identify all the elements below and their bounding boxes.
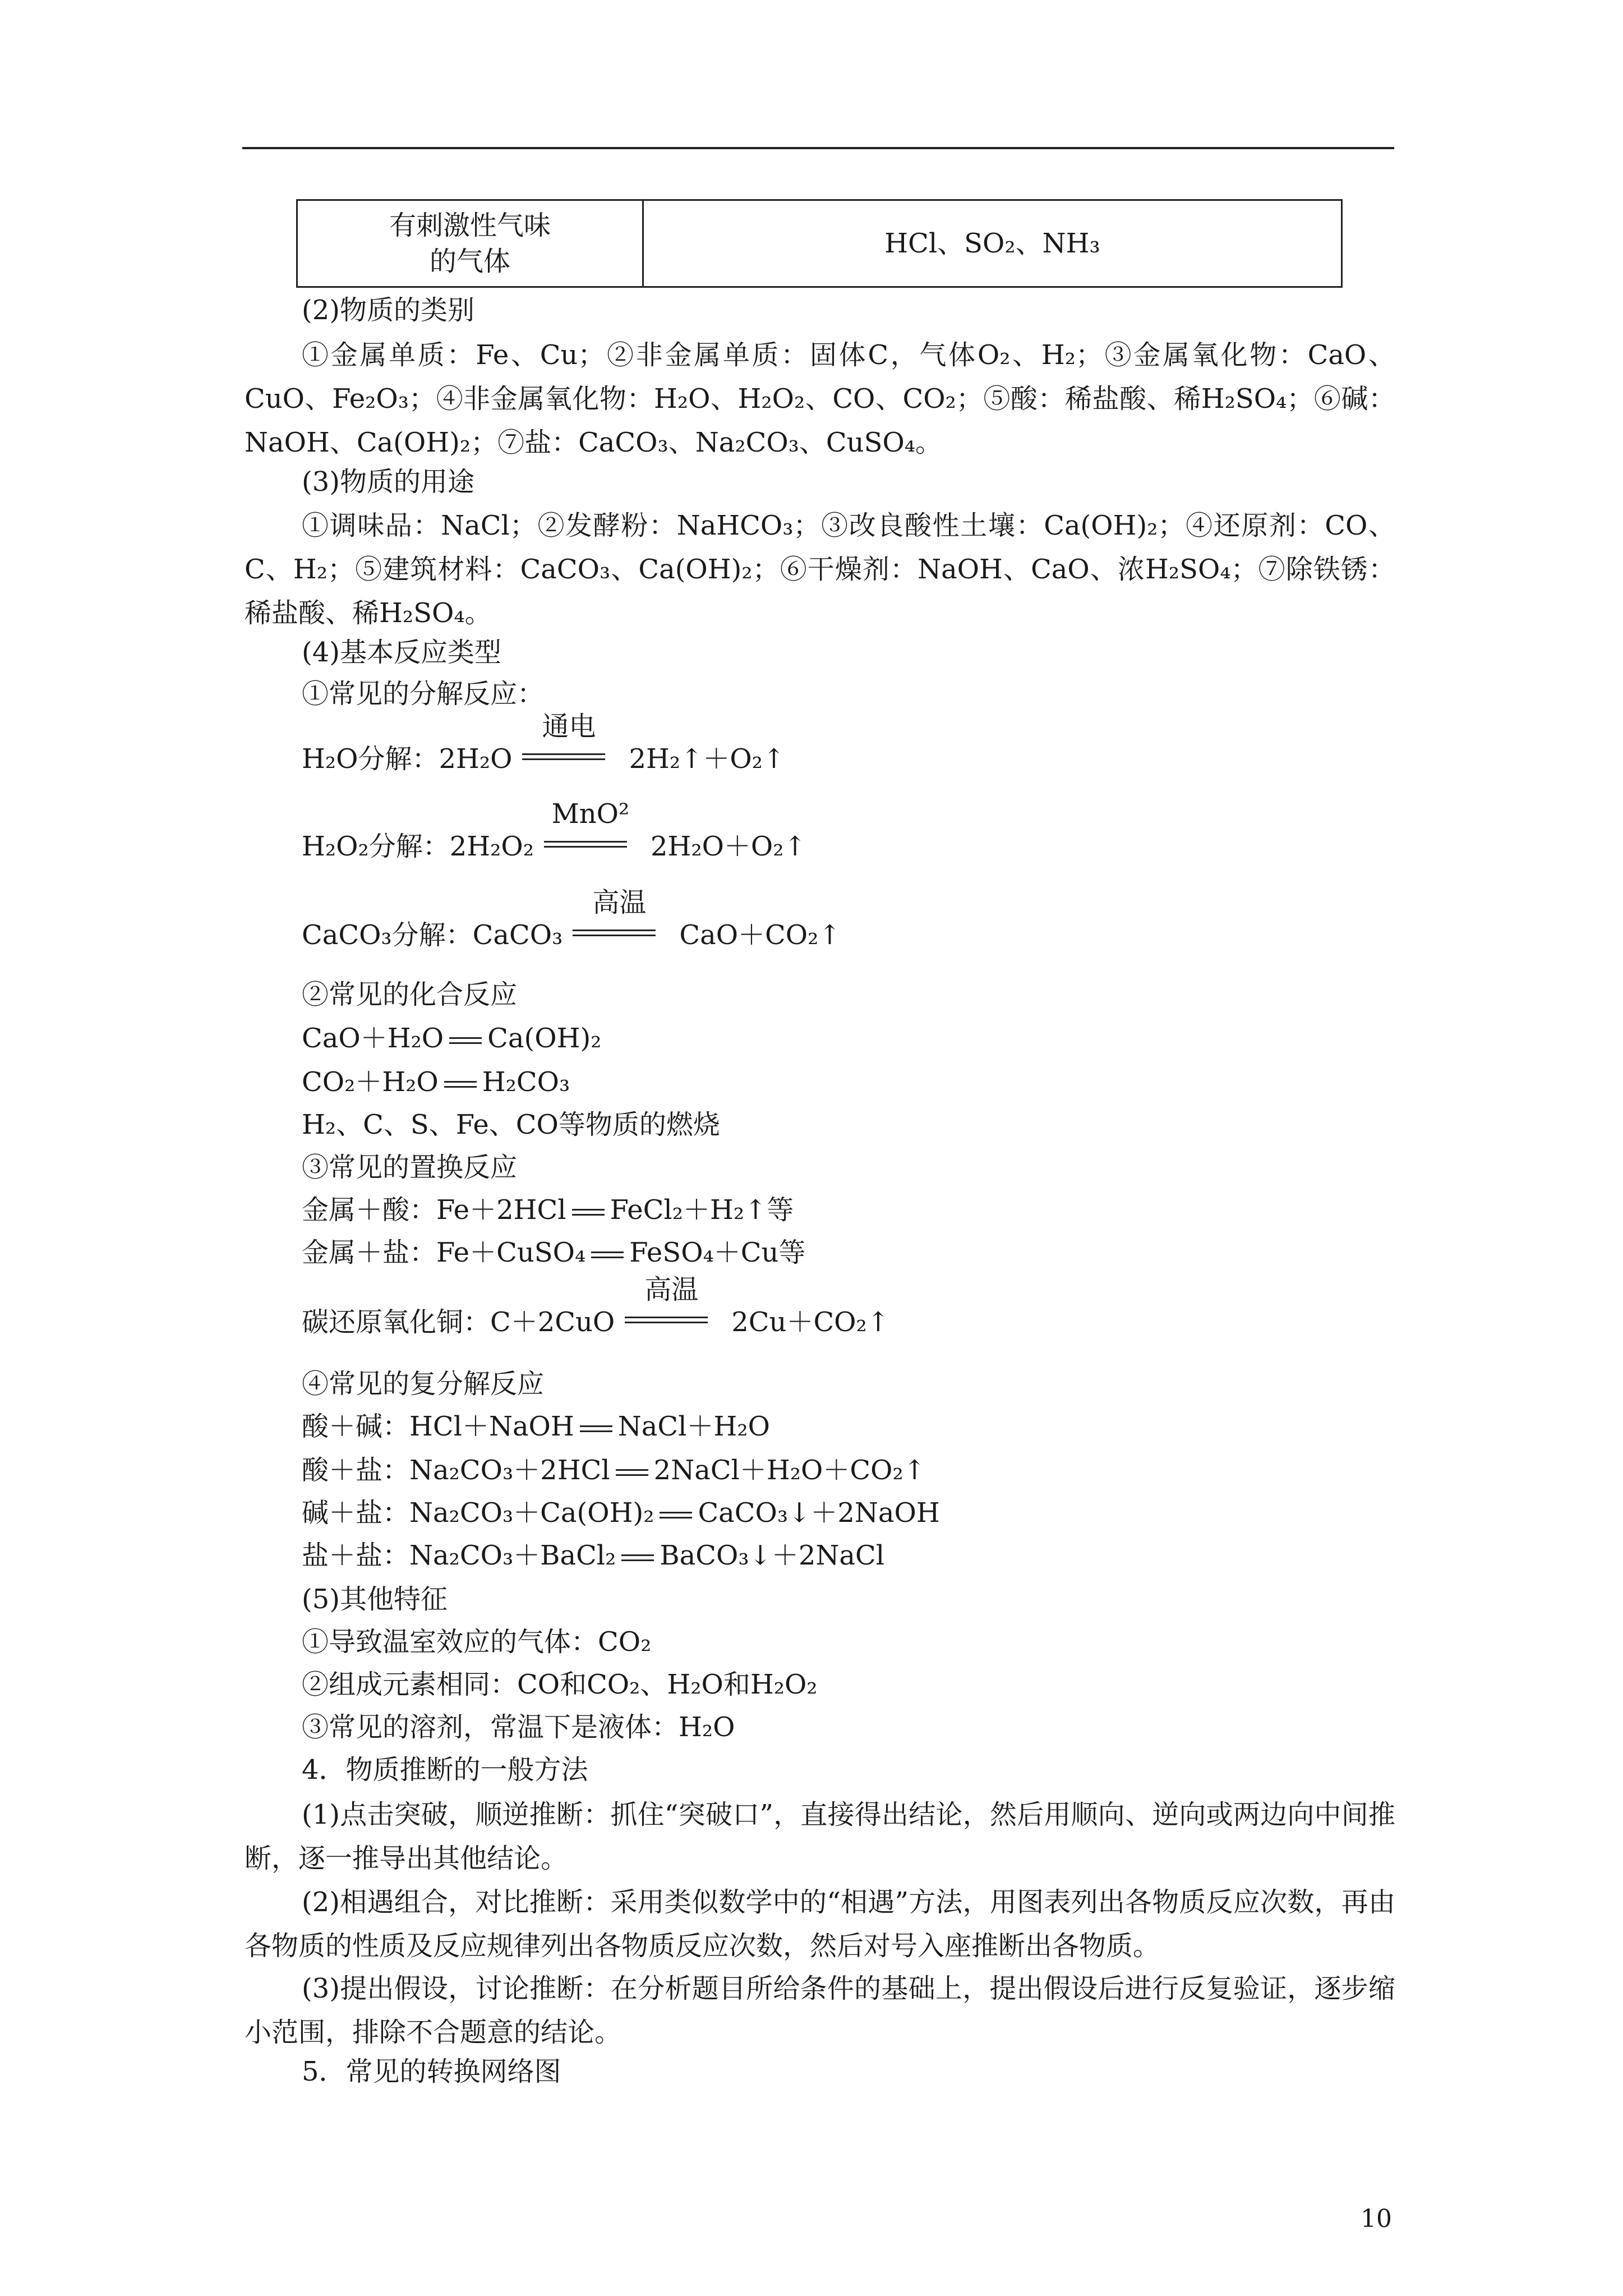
equation: H₂O₂分解：2H₂O₂ MnO² 2H₂O＋O₂↑ bbox=[302, 798, 806, 862]
reaction-condition-arrow: 高温 bbox=[566, 926, 672, 949]
page-number: 10 bbox=[1361, 2205, 1392, 2233]
section-heading: 5．常见的转换网络图 bbox=[302, 2056, 561, 2087]
reaction-condition-arrow: 高温 bbox=[618, 1313, 725, 1336]
equation: CaO＋H₂O Ca(OH)₂ bbox=[302, 1023, 602, 1054]
text-line: ③常见的溶剂，常温下是液体：H₂O bbox=[302, 1711, 735, 1743]
equals-sign bbox=[572, 1209, 605, 1216]
equation: 酸＋盐：Na₂CO₃＋2HCl 2NaCl＋H₂O＋CO₂↑ bbox=[302, 1455, 926, 1486]
subheading: ④常见的复分解反应 bbox=[302, 1368, 545, 1400]
text-line: H₂、C、S、Fe、CO等物质的燃烧 bbox=[302, 1109, 720, 1140]
header-rule bbox=[242, 147, 1394, 149]
equals-sign bbox=[449, 1037, 482, 1044]
table-row bbox=[297, 200, 1342, 287]
equation: CO₂＋H₂O H₂CO₃ bbox=[302, 1066, 570, 1098]
equals-sign bbox=[444, 1081, 477, 1088]
equation: H₂O分解：2H₂O 通电 2H₂↑＋O₂↑ bbox=[302, 710, 786, 775]
method-paragraph: (1)点击突破，顺逆推断：抓住“突破口”，直接得出结论，然后用顺向、逆向或两边向中间推断，逐一推导出其他结论。 bbox=[245, 1799, 1395, 1874]
equals-sign bbox=[621, 1554, 654, 1561]
equation: 盐＋盐：Na₂CO₃＋BaCl₂ BaCO₃↓＋2NaCl bbox=[302, 1540, 885, 1571]
subheading: ①常见的分解反应： bbox=[302, 678, 545, 710]
subheading: ②常见的化合反应 bbox=[302, 979, 518, 1010]
equation: 金属＋盐：Fe＋CuSO₄ FeSO₄＋Cu等 bbox=[302, 1237, 806, 1268]
section-heading: (3)物质的用途 bbox=[302, 466, 474, 498]
section-heading: (5)其他特征 bbox=[302, 1584, 448, 1615]
section-heading: (4)基本反应类型 bbox=[302, 637, 501, 668]
text-line: ①导致温室效应的气体：CO₂ bbox=[302, 1626, 652, 1658]
method-paragraph: (2)相遇组合，对比推断：采用类似数学中的“相遇”方法，用图表列出各物质反应次数，再由各物质的性质及反应规律列出各物质反应次数，然后对号入座推断出各物质。 bbox=[245, 1887, 1395, 1962]
substance-uses: ①调味品：NaCl；②发酵粉：NaHCO₃；③改良酸性土壤：Ca(OH)₂；④还原剂：CO、C、H₂；⑤建筑材料：CaCO₃、Ca(OH)₂；⑥干燥剂：NaOH、CaO、浓H₂SO₄；⑦除铁锈：稀盐酸、稀H₂SO₄。 bbox=[245, 510, 1395, 629]
reaction-condition-arrow: MnO² bbox=[537, 838, 644, 860]
substance-categories: ①金属单质：Fe、Cu；②非金属单质：固体C，气体O₂、H₂；③金属氧化物：CaO、CuO、Fe₂O₃；④非金属氧化物：H₂O、H₂O₂、CO、CO₂；⑤酸：稀盐酸、稀H₂SO₄；⑥碱：NaOH、Ca(OH)₂；⑦盐：CaCO₃、Na₂CO₃、CuSO₄。 bbox=[245, 339, 1395, 458]
equals-sign bbox=[580, 1425, 612, 1432]
gas-property-table bbox=[296, 199, 1343, 288]
section-heading: (2)物质的类别 bbox=[302, 295, 474, 326]
equation: CaCO₃分解：CaCO₃ 高温 CaO＋CO₂↑ bbox=[302, 886, 841, 951]
subheading: ③常见的置换反应 bbox=[302, 1152, 518, 1183]
equals-sign bbox=[591, 1251, 624, 1258]
table-cell-value: HCl、SO₂、NH₃ bbox=[643, 200, 1342, 287]
text-line: ②组成元素相同：CO和CO₂、H₂O和H₂O₂ bbox=[302, 1669, 818, 1700]
section-heading: 4．物质推断的一般方法 bbox=[302, 1754, 588, 1786]
method-paragraph: (3)提出假设，讨论推断：在分析题目所给条件的基础上，提出假设后进行反复验证，逐步缩小范围，排除不合题意的结论。 bbox=[245, 1973, 1395, 2048]
reaction-condition-arrow: 通电 bbox=[515, 750, 622, 772]
equation: 碳还原氧化铜：C＋2CuO 高温 2Cu＋CO₂↑ bbox=[302, 1273, 889, 1338]
equation: 金属＋酸：Fe＋2HCl FeCl₂＋H₂↑等 bbox=[302, 1194, 794, 1226]
equation: 酸＋碱：HCl＋NaOH NaCl＋H₂O bbox=[302, 1411, 770, 1442]
table-cell-label: 有刺激性气味 的气体 bbox=[297, 200, 643, 287]
equals-sign bbox=[616, 1469, 648, 1476]
equals-sign bbox=[660, 1512, 692, 1519]
equation: 碱＋盐：Na₂CO₃＋Ca(OH)₂ CaCO₃↓＋2NaOH bbox=[302, 1497, 940, 1529]
